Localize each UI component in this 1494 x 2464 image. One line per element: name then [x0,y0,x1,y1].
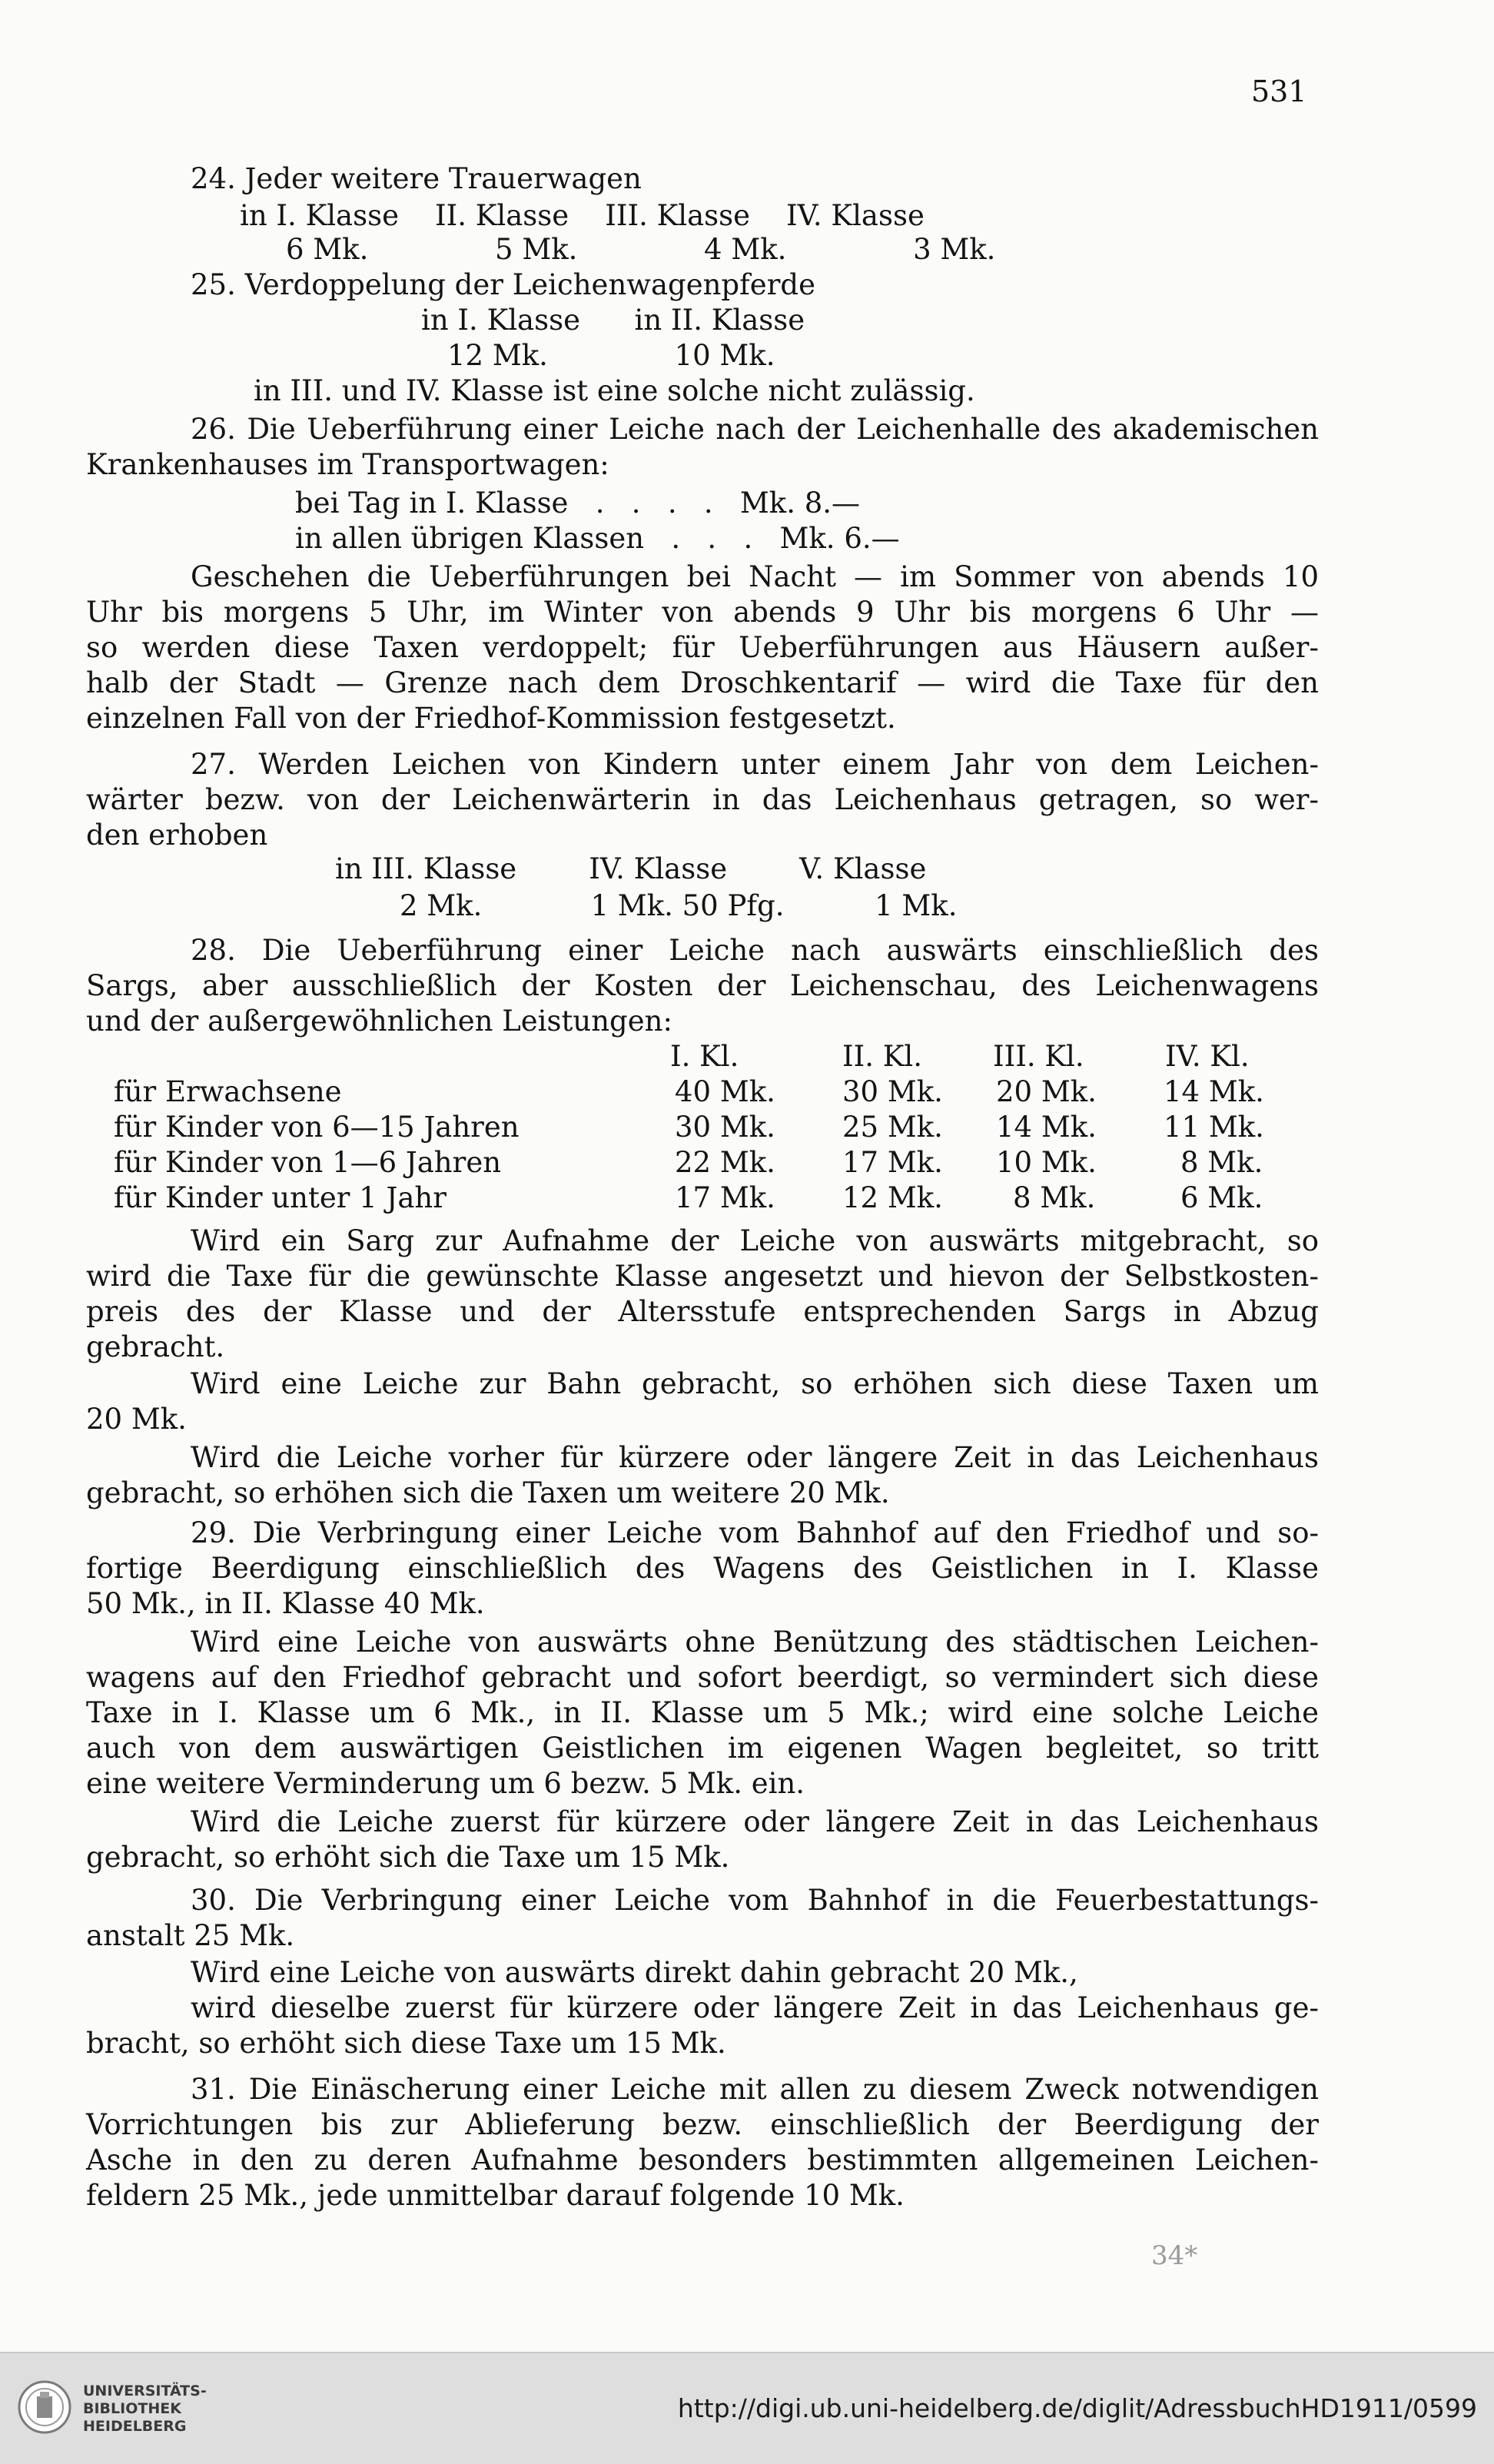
text-line: 50 Mk., in II. Klasse 40 Mk. [86,1587,485,1620]
text-line: 30. Die Verbringung einer Leiche vom Bahnhof in die Feuerbestattungs- [191,1884,1319,1917]
row-label: für Kinder von 6—15 Jahren [114,1111,520,1144]
text-line: 27. Werden Leichen von Kindern unter einem Jahr von dem Leichen- [191,748,1319,781]
text-line: Krankenhauses im Transportwagen: [86,448,609,481]
library-name-line: BIBLIOTHEK [83,2400,181,2417]
table-header-cell: II. Kl. [842,1040,922,1073]
table-cell: 14 Mk. [1164,1075,1264,1108]
text-line: 6 Mk. 5 Mk. 4 Mk. 3 Mk. [286,233,996,266]
table-cell: 8 Mk. [1180,1146,1263,1179]
text-line: einzelnen Fall von der Friedhof-Kommission festgesetzt. [86,702,896,735]
text-line: Wird die Leiche vorher für kürzere oder längere Zeit in das Leichenhaus [191,1441,1319,1474]
table-header-cell: I. Kl. [670,1040,739,1073]
table-cell: 30 Mk. [675,1111,775,1144]
text-line: 25. Verdoppelung der Leichenwagenpferde [191,268,815,301]
university-seal-icon [17,2379,72,2435]
text-line: Sargs, aber ausschließlich der Kosten der Leichenschau, des Leichenwagens [86,969,1319,1002]
table-cell: 8 Mk. [1013,1181,1096,1214]
text-line: bei Tag in I. Klasse . . . . Mk. 8.— [295,486,861,520]
table-cell: 20 Mk. [996,1075,1097,1108]
text-line: den erhoben [86,819,268,852]
row-label: für Kinder unter 1 Jahr [114,1181,447,1214]
text-line: 12 Mk. 10 Mk. [447,339,775,372]
text-line: 26. Die Ueberführung einer Leiche nach der Leichenhalle des akademischen [191,413,1319,446]
text-line: auch von dem auswärtigen Geistlichen im eigenen Wagen begleitet, so tritt [86,1732,1319,1765]
text-line: Vorrichtungen bis zur Ablieferung bezw. einschließlich der Beerdigung der [86,2108,1319,2141]
table-cell: 14 Mk. [996,1111,1097,1144]
text-line: eine weitere Verminderung um 6 bezw. 5 Mk. ein. [86,1767,805,1800]
text-line: Asche in den zu deren Aufnahme besonders bestimmten allgemeinen Leichen- [86,2144,1319,2177]
text-line: 2 Mk. 1 Mk. 50 Pfg. 1 Mk. [400,889,958,922]
library-name-line: UNIVERSITÄTS- [83,2383,207,2399]
text-line: und der außergewöhnlichen Leistungen: [86,1005,672,1038]
text-line: Wird eine Leiche von auswärts direkt dahin gebracht 20 Mk., [191,1956,1078,1989]
text-line: 20 Mk. [86,1403,187,1436]
text-line: Uhr bis morgens 5 Uhr, im Winter von abends 9 Uhr bis morgens 6 Uhr — [86,596,1319,629]
text-line: wärter bezw. von der Leichenwärterin in das Leichenhaus getragen, so wer- [86,783,1319,816]
text-line: 31. Die Einäscherung einer Leiche mit allen zu diesem Zweck notwendigen [191,2073,1319,2106]
table-cell: 30 Mk. [842,1075,943,1108]
table-header-cell: IV. Kl. [1165,1040,1250,1073]
text-line: Geschehen die Ueberführungen bei Nacht — im Sommer von abends 10 [191,560,1319,593]
table-cell: 17 Mk. [842,1146,943,1179]
text-line: gebracht. [86,1330,225,1363]
text-line: fortige Beerdigung einschließlich des Wagens des Geistlichen in I. Klasse [86,1552,1319,1585]
fee-table [114,1042,1313,1224]
table-cell: 10 Mk. [996,1146,1097,1179]
text-line: in III. Klasse IV. Klasse V. Klasse [335,852,927,885]
text-line: 24. Jeder weitere Trauerwagen [191,162,642,195]
text-line: gebracht, so erhöht sich die Taxe um 15 Mk. [86,1841,730,1874]
text-line: in I. Klasse II. Klasse III. Klasse IV. Klasse [240,199,925,232]
table-cell: 11 Mk. [1164,1111,1264,1144]
text-line: Wird eine Leiche von auswärts ohne Benützung des städtischen Leichen- [191,1626,1319,1659]
text-line: wird die Taxe für die gewünschte Klasse angesetzt und hievon der Selbstkosten- [86,1260,1319,1293]
text-line: wird dieselbe zuerst für kürzere oder längere Zeit in das Leichenhaus ge- [191,1991,1319,2024]
text-line: halb der Stadt — Grenze nach dem Droschkentarif — wird die Taxe für den [86,666,1319,699]
source-url[interactable]: http://digi.ub.uni-heidelberg.de/diglit/AdressbuchHD1911/0599 [677,2393,1477,2423]
text-line: 29. Die Verbringung einer Leiche vom Bahnhof auf den Friedhof und so- [191,1516,1319,1549]
table-cell: 22 Mk. [675,1146,775,1179]
text-line: 28. Die Ueberführung einer Leiche nach auswärts einschließlich des [191,934,1319,967]
library-name [83,2383,207,2436]
table-header-cell: III. Kl. [993,1040,1084,1073]
text-line: preis des der Klasse und der Altersstufe entsprechenden Sargs in Abzug [86,1295,1319,1328]
text-line: so werden diese Taxen verdoppelt; für Ueberführungen aus Häusern außer- [86,631,1319,664]
table-cell: 40 Mk. [675,1075,775,1108]
text-line: gebracht, so erhöhen sich die Taxen um weitere 20 Mk. [86,1476,890,1509]
signature-mark: 34* [1151,2240,1198,2271]
row-label: für Kinder von 1—6 Jahren [114,1146,502,1179]
text-line: anstalt 25 Mk. [86,1919,295,1952]
text-line: Wird ein Sarg zur Aufnahme der Leiche von auswärts mitgebracht, so [191,1224,1319,1257]
table-cell: 6 Mk. [1180,1181,1263,1214]
table-cell: 12 Mk. [842,1181,943,1214]
text-line: Wird eine Leiche zur Bahn gebracht, so erhöhen sich diese Taxen um [191,1367,1319,1400]
text-line: Taxe in I. Klasse um 6 Mk., in II. Klasse um 5 Mk.; wird eine solche Leiche [86,1696,1319,1729]
text-line: in allen übrigen Klassen . . . Mk. 6.— [295,522,900,555]
library-name-line: HEIDELBERG [83,2418,187,2435]
text-line: wagens auf den Friedhof gebracht und sofort beerdigt, so vermindert sich diese [86,1661,1319,1694]
text-line: Wird die Leiche zuerst für kürzere oder längere Zeit in das Leichenhaus [191,1805,1319,1838]
row-label: für Erwachsene [114,1075,342,1108]
text-line: feldern 25 Mk., jede unmittelbar darauf folgende 10 Mk. [86,2179,905,2212]
text-line: in I. Klasse in II. Klasse [421,304,805,337]
text-line: bracht, so erhöht sich diese Taxe um 15 Mk. [86,2027,726,2060]
page-number: 531 [1251,75,1307,108]
table-cell: 25 Mk. [842,1111,943,1144]
footer-bar [0,2352,1494,2464]
text-line: in III. und IV. Klasse ist eine solche nicht zulässig. [254,374,975,407]
table-cell: 17 Mk. [675,1181,775,1214]
